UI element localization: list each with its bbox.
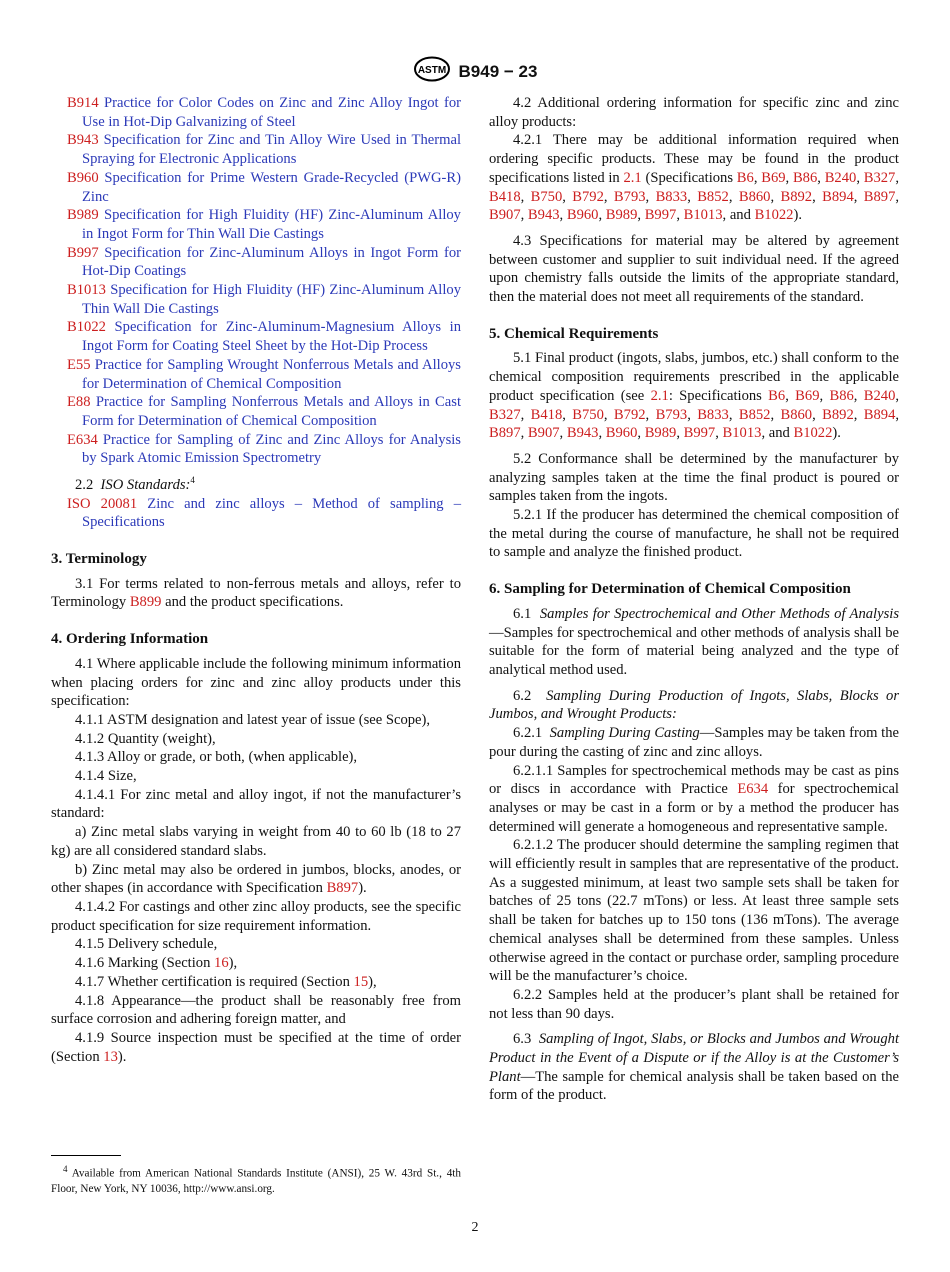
para-4-3: 4.3 Specifications for material may be altered by agreement between customer and supplier to suit individual need. If the agreed upon chemistry falls outside the limits of the appropriate standard, then the material does not meet all requirements of the standard.	[489, 232, 899, 306]
reference-item	[51, 356, 461, 393]
link-e634[interactable]: E634	[737, 781, 769, 798]
reference-item	[51, 393, 461, 430]
para-4-1-6: 4.1.6 Marking (Section 16),	[75, 955, 238, 972]
link-section-15[interactable]: 15	[353, 973, 369, 990]
para-5-2: 5.2 Conformance shall be determined by the manufacturer by analyzing samples taken at the time the final product is poured or samples taken from the ingots.	[489, 450, 899, 505]
para-4-1-1: 4.1.1 ASTM designation and latest year of issue (see Scope),	[75, 711, 431, 728]
reference-title-link[interactable]: Specification for High Fluidity (HF) Zinc-Aluminum Alloy Thin Wall Die Castings	[82, 282, 461, 317]
reference-code-link[interactable]: E88	[67, 394, 91, 411]
spec-code-link[interactable]: B860	[780, 406, 813, 423]
astm-logo-icon	[413, 56, 451, 87]
reference-code-link[interactable]: E55	[67, 356, 91, 373]
spec-code-link[interactable]: B750	[530, 188, 563, 205]
spec-code-link[interactable]: B750	[572, 406, 604, 423]
spec-code-link[interactable]: B852	[738, 406, 771, 423]
reference-code-link[interactable]: B997	[67, 244, 99, 261]
para-4-2: 4.2 Additional ordering information for specific zinc and zinc alloy products:	[489, 95, 899, 130]
spec-code-link[interactable]: B86	[792, 169, 818, 186]
link-section-13[interactable]: 13	[103, 1048, 118, 1065]
spec-code-link[interactable]: B892	[822, 406, 854, 423]
spec-code-link[interactable]: B907	[489, 207, 521, 224]
spec-code-link[interactable]: B6	[768, 387, 786, 404]
spec-code-link[interactable]: B418	[489, 188, 521, 205]
spec-code-link[interactable]: B69	[795, 387, 820, 404]
link-2-1[interactable]: 2.1	[623, 169, 642, 186]
reference-item	[51, 206, 461, 243]
spec-code-link[interactable]: B833	[655, 188, 688, 205]
reference-title-link[interactable]: Specification for High Fluidity (HF) Zinc-Aluminum Alloy in Ingot Form for Thin Wall Die Castings	[82, 207, 461, 242]
reference-title-link[interactable]: Practice for Sampling Nonferrous Metals and Alloys in Cast Form for Determination of Chemical Composition	[82, 394, 462, 429]
para-4-1-7: 4.1.7 Whether certification is required (Section 15),	[75, 973, 377, 990]
spec-code-link[interactable]: B897	[863, 188, 896, 205]
reference-item	[51, 244, 461, 281]
reference-code-link[interactable]: B943	[67, 132, 99, 149]
svg-text:ASTM: ASTM	[417, 65, 446, 76]
spec-code-link[interactable]: B327	[489, 406, 521, 423]
section-3-heading: 3. Terminology	[51, 551, 147, 568]
reference-code-link[interactable]: B989	[67, 207, 99, 224]
spec-code-link[interactable]: B418	[530, 406, 563, 423]
reference-title-link[interactable]: Specification for Zinc and Tin Alloy Wire Used in Thermal Spraying for Electronic Applications	[82, 132, 461, 168]
reference-title-link[interactable]: Practice for Color Codes on Zinc and Zinc Alloy Ingot for Use in Hot-Dip Galvanizing of Steel	[82, 95, 461, 130]
para-4-1-2: 4.1.2 Quantity (weight),	[75, 730, 216, 747]
spec-code-link[interactable]: B960	[605, 425, 638, 442]
para-6-2: 6.2 Sampling During Production of Ingots, Slabs, Blocks or Jumbos, and Wrought Products:	[489, 687, 900, 723]
link-b899[interactable]: B899	[129, 594, 162, 611]
footnote: $^4$ Available from American National Standards Institute (ANSI), 25 W. 43rd St., 4th Floor, New York, NY 10036, http://www.ansi.org.	[51, 1164, 461, 1195]
para-6-1: 6.1 Samples for Spectrochemical and Other Methods of Analysis—Samples for spectrochemical and other methods of analysis shall be suitable for the form of material being analyzed and the type of analytical method used.	[489, 605, 900, 678]
footnote-divider	[51, 1155, 121, 1156]
spec-code-link[interactable]: B907	[527, 425, 560, 442]
para-3-1: 3.1 For terms related to non-ferrous metals and alloys, refer to Terminology B899 and the product specifications.	[51, 575, 461, 611]
para-4-1: 4.1 Where applicable include the following minimum information when placing orders for zinc and zinc alloy products under this specification:	[51, 655, 461, 710]
spec-code-link[interactable]: B1022	[754, 207, 794, 224]
para-6-2-1-2: 6.2.1.2 The producer should determine the sampling regimen that will efficiently result in samples that are representative of the product. As a suggested minimum, at least two sample sets shall be taken for batches of 25 tons (22.7 mTons) or less. At least three sample sets shall be taken for batches up to 150 tons (136 mTons). The average chemical analyses shall be determined from these samples. Unless otherwise agreed in the contact or purchase order, sampling procedure will be the manufacturer’s choice.	[489, 837, 899, 985]
reference-title-link[interactable]: Practice for Sampling of Zinc and Zinc Alloys for Analysis by Spark Atomic Emission Spectrometry	[82, 431, 461, 467]
spec-code-link[interactable]: B6	[736, 169, 754, 186]
reference-code-link[interactable]: B1013	[67, 282, 106, 299]
para-4-1-4-2: 4.1.4.2 For castings and other zinc alloy products, see the specific product specification for size requirement information.	[51, 898, 461, 934]
para-4-1-9: 4.1.9 Source inspection must be specified at the time of order (Section 13).	[51, 1029, 461, 1065]
spec-code-link[interactable]: B943	[566, 425, 599, 442]
spec-code-link[interactable]: B894	[822, 188, 854, 205]
page-number: 2	[471, 1220, 479, 1235]
para-4-2-1: 4.2.1 There may be additional information required when ordering specific products. These may be found in the product specifications listed in 2.1 (Specifications B6, B69, B86, B240, B327, B418, B750, B792, B793, B833, B852, B860, B892, B894, B897, B907, B943, B960, B989, B997, B1013, and B1022).	[489, 132, 900, 224]
spec-code-link[interactable]: B240	[824, 169, 857, 186]
left-column	[51, 94, 461, 1066]
para-4-1-4-1: 4.1.4.1 For zinc metal and alloy ingot, if not the manufacturer’s standard:	[51, 786, 461, 822]
reference-item	[51, 431, 461, 468]
spec-code-link[interactable]: B793	[655, 406, 688, 423]
spec-code-link[interactable]: B860	[738, 188, 771, 205]
para-4-1-4-1-a: a) Zinc metal slabs varying in weight from 40 to 60 lb (18 to 27 kg) are all considered standard slabs.	[51, 824, 461, 859]
reference-item	[51, 495, 461, 532]
spec-code-link[interactable]: B1013	[722, 425, 762, 442]
spec-code-link[interactable]: B833	[697, 406, 729, 423]
para-4-1-3: 4.1.3 Alloy or grade, or both, (when applicable),	[75, 749, 358, 766]
reference-title-link[interactable]: Zinc and zinc alloys – Method of sampling – Specifications	[82, 495, 461, 531]
reference-title-link[interactable]: Specification for Zinc-Aluminum Alloys in Ingot Form for Hot-Dip Coatings	[82, 244, 461, 280]
para-4-1-4-1-b: b) Zinc metal may also be ordered in jumbos, blocks, anodes, or other shapes (in accordance with Specification B897).	[51, 861, 461, 897]
spec-code-link[interactable]: B852	[697, 188, 729, 205]
reference-item	[51, 318, 461, 355]
spec-code-link[interactable]: B897	[489, 425, 521, 442]
spec-code-link[interactable]: B894	[863, 406, 896, 423]
para-5-2-1: 5.2.1 If the producer has determined the chemical composition of the metal during the course of manufacture, he shall not be required to sample and analyze the finished product.	[489, 507, 899, 561]
reference-list	[51, 94, 461, 468]
para-4-1-4: 4.1.4 Size,	[75, 768, 137, 785]
page-header	[0, 56, 950, 87]
spec-code-list: B6, B69, B86, B240, B327, B418, B750, B792, B793, B833, B852, B860, B892, B894, B897, B907, B943, B960, B989, B997, B1013,	[489, 169, 900, 224]
spec-code-link[interactable]: B960	[566, 207, 599, 224]
link-b897[interactable]: B897	[326, 880, 359, 897]
spec-code-link[interactable]: B989	[605, 207, 638, 224]
reference-item	[51, 131, 461, 168]
right-column	[489, 94, 899, 1105]
para-6-2-1-1: 6.2.1.1 Samples for spectrochemical methods may be cast as pins or discs in accordance with Practice E634 for spectrochemical analyses or may be cast in a form or by a method the producer has determined will generate a homogeneous and representative sample.	[489, 762, 899, 835]
document-code: B949 − 23	[458, 61, 538, 81]
para-6-2-1: 6.2.1 Sampling During Casting—Samples may be taken from the pour during the casting of zinc and zinc alloys.	[489, 725, 900, 760]
para-4-1-5: 4.1.5 Delivery schedule,	[75, 936, 218, 953]
para-6-3: 6.3 Sampling of Ingot, Slabs, or Blocks and Jumbos and Wrought Product in the Event of a Dispute or if the Alloy is at the Customer’s Plant—The sample for chemical analysis shall be taken based on the form of the product.	[489, 1031, 899, 1104]
reference-item	[51, 94, 461, 131]
spec-code-link[interactable]: B989	[644, 425, 677, 442]
reference-code-link[interactable]: E634	[67, 431, 98, 448]
reference-item	[51, 169, 461, 206]
reference-title-link[interactable]: Specification for Zinc-Aluminum-Magnesium Alloys in Ingot Form for Coating Steel Sheet by the Hot-Dip Process	[82, 319, 462, 355]
spec-code-link[interactable]: B1013	[683, 207, 723, 224]
link-section-16[interactable]: 16	[214, 955, 229, 972]
spec-code-link[interactable]: B69	[761, 169, 786, 186]
reference-item	[51, 281, 461, 318]
para-5-1: 5.1 Final product (ingots, slabs, jumbos, etc.) shall conform to the chemical composition requirements prescribed in the applicable product specification (see 2.1: Specifications B6, B69, B86, B240, B327, B418, B750, B792, B793, B833, B852, B860, B892, B894, B897, B907, B943, B960, B989, B997, B1013, and B1022).	[489, 350, 900, 442]
reference-code-link[interactable]: B1022	[67, 319, 106, 336]
section-6-heading: 6. Sampling for Determination of Chemical Composition	[489, 581, 851, 598]
reference-title-link[interactable]: Practice for Sampling Wrought Nonferrous Metals and Alloys for Determination of Chemical Composition	[82, 356, 461, 392]
para-4-1-8: 4.1.8 Appearance—the product shall be reasonably free from surface corrosion and adhering foreign matter, and	[51, 992, 461, 1028]
spec-code-link[interactable]: B793	[613, 188, 646, 205]
spec-code-list: B6, B69, B86, B240, B327, B418, B750, B792, B793, B833, B852, B860, B892, B894, B897, B907, B943, B960, B989, B997, B1013,	[489, 387, 900, 442]
reference-code-link[interactable]: B914	[67, 95, 99, 111]
spec-code-link[interactable]: B997	[644, 207, 677, 224]
reference-code-link[interactable]: B960	[67, 169, 99, 186]
spec-code-link[interactable]: B240	[863, 387, 896, 404]
spec-code-link[interactable]: B792	[572, 188, 604, 205]
spec-code-link[interactable]: B86	[829, 387, 854, 404]
spec-code-link[interactable]: B1022	[793, 425, 833, 442]
link-2-1[interactable]: 2.1	[650, 387, 669, 404]
iso-standards-heading: 2.2 ISO Standards:$^4$	[75, 475, 195, 493]
spec-code-link[interactable]: B943	[527, 207, 560, 224]
spec-code-link[interactable]: B792	[613, 406, 646, 423]
section-4-heading: 4. Ordering Information	[51, 631, 209, 648]
reference-title-link[interactable]: Specification for Prime Western Grade-Recycled (PWG-R) Zinc	[82, 169, 461, 205]
spec-code-link[interactable]: B327	[863, 169, 896, 186]
reference-code-link[interactable]: ISO 20081	[67, 495, 138, 512]
spec-code-link[interactable]: B892	[780, 188, 813, 205]
para-6-2-2: 6.2.2 Samples held at the producer’s plant shall be retained for not less than 90 days.	[489, 986, 899, 1022]
spec-code-link[interactable]: B997	[683, 425, 716, 442]
section-5-heading: 5. Chemical Requirements	[489, 325, 659, 342]
